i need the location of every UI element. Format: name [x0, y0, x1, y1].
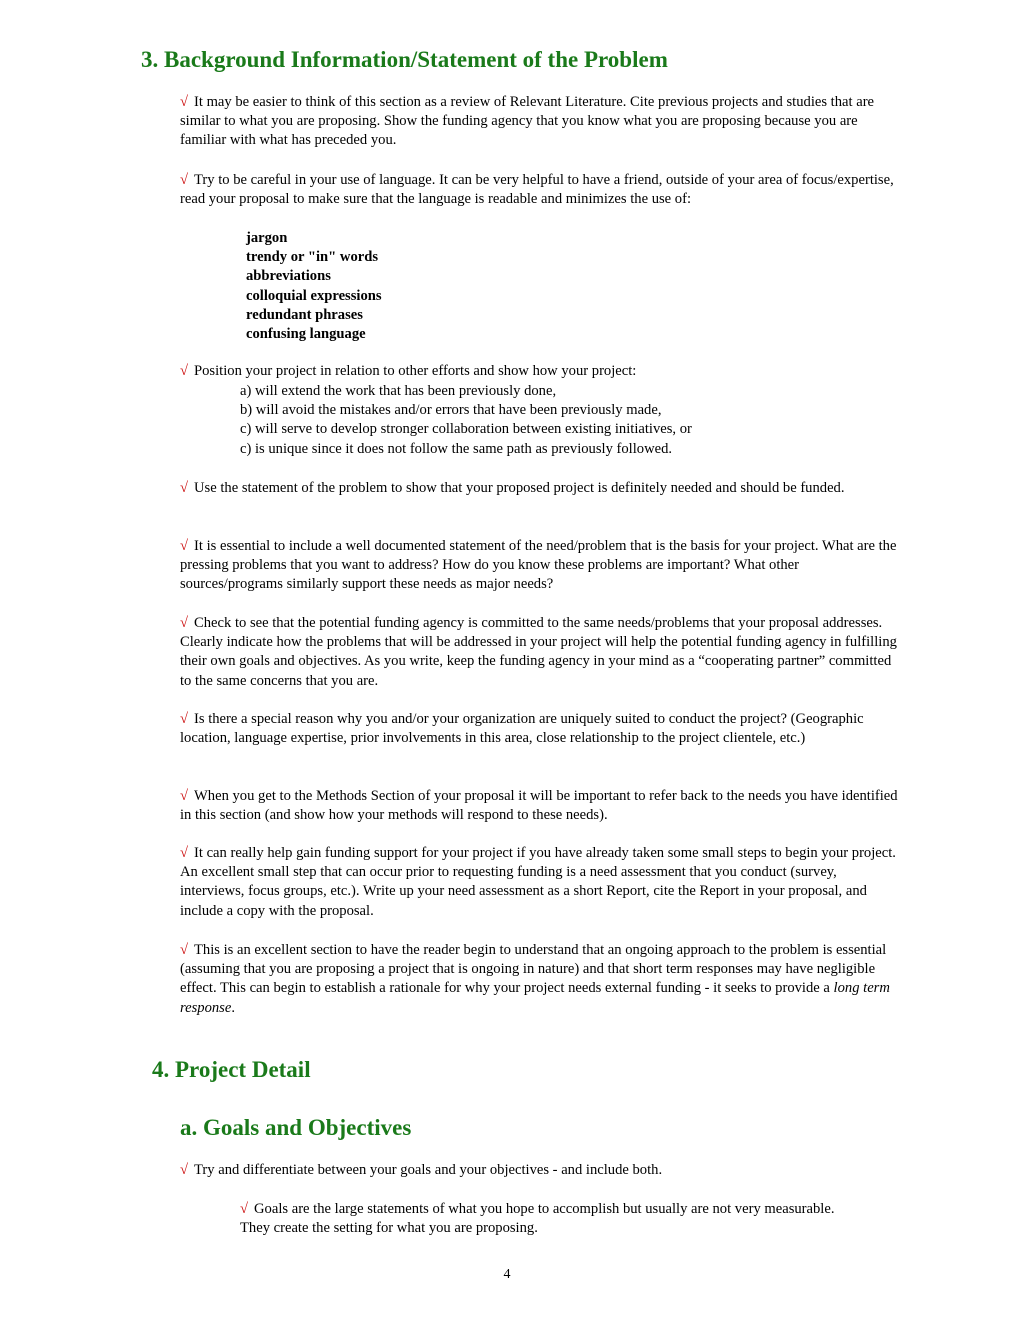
paragraph-text: It can really help gain funding support for your project if you have already taken some small steps to begin your project. An excellent small step that can occur prior to requesting funding is a need assessment that you conduct (survey, interviews, focus groups, etc.). Write up your need assessment as a short Report, cite the Report in your proposal, and include a copy with the proposal. [180, 845, 896, 919]
project-list [240, 382, 692, 459]
section-3-heading: 3. Background Information/Statement of the Problem [141, 47, 668, 72]
section-4-heading: 4. Project Detail [152, 1057, 311, 1082]
list-item: trendy or "in" words [246, 249, 379, 266]
paragraph-text: Try to be careful in your use of language. It can be very helpful to have a friend, outside of your area of focus/expertise, read your proposal to make sure that the language is readable and minimizes the use of: [180, 172, 894, 208]
page-number: 4 [503, 1267, 511, 1282]
checkmark-icon: √ [180, 615, 189, 631]
paragraph-text: Use the statement of the problem to show that your proposed project is definitely needed and should be funded. [194, 480, 845, 496]
paragraph-text: It may be easier to think of this section as a review of Relevant Literature. Cite previous projects and studies that are similar to what you are proposing. Show the funding agency that you know what you are proposing because you are familiar with what has preceded you. [180, 94, 875, 149]
paragraph-end: . [231, 999, 235, 1016]
section-3-paragraph-9 [180, 844, 900, 921]
subsection-a-paragraph-2 [240, 1200, 860, 1238]
checkmark-icon: √ [180, 845, 189, 861]
section-3-paragraph-6 [180, 614, 900, 691]
language-list [246, 229, 382, 344]
checkmark-icon: √ [180, 788, 189, 804]
checkmark-icon: √ [180, 711, 189, 727]
emphasis-text: long term response [180, 980, 890, 1016]
section-3-paragraph-2 [180, 171, 900, 209]
subsection-a-paragraph-1 [180, 1161, 900, 1180]
list-item: a) will extend the work that has been previously done, [240, 383, 557, 399]
checkmark-icon: √ [240, 1201, 249, 1217]
list-item: c) is unique since it does not follow the same path as previously followed. [240, 440, 673, 457]
checkmark-icon: √ [180, 94, 189, 110]
section-3-paragraph-3 [180, 362, 900, 381]
paragraph-text: When you get to the Methods Section of your proposal it will be important to refer back to the needs you have identified in this section (and show how your methods will respond to these needs). [180, 788, 898, 824]
list-item: c) will serve to develop stronger collaboration between existing initiatives, or [240, 421, 692, 438]
section-3-paragraph-7 [180, 710, 900, 748]
list-item: jargon [246, 230, 288, 246]
list-item: confusing language [246, 326, 366, 343]
section-3-paragraph-8 [180, 787, 902, 825]
list-item: b) will avoid the mistakes and/or errors that have been previously made, [240, 402, 662, 419]
checkmark-icon: √ [180, 480, 189, 496]
paragraph-text: Position your project in relation to other efforts and show how your project: [194, 363, 637, 379]
paragraph-text: Check to see that the potential funding agency is committed to the same needs/problems that your proposal addresses. Clearly indicate how the problems that will be addressed in your project will help the potential funding agency in fulfilling their own goals and objectives. As you write, keep the funding agency in your mind as a “cooperating partner” committed to the same concerns that you are. [180, 615, 897, 689]
paragraph-text: Goals are the large statements of what you hope to accomplish but usually are not very measurable. They create the setting for what you are proposing. [240, 1201, 835, 1237]
paragraph-text: This is an excellent section to have the reader begin to understand that an ongoing approach to the problem is essential (assuming that you are proposing a project that is ongoing in nature) and that short term responses may have negligible effect. This can begin to establish a rationale for why your project needs external funding - it seeks to provide a [180, 942, 887, 997]
section-3-paragraph-4 [180, 479, 900, 498]
list-item: colloquial expressions [246, 287, 382, 304]
paragraph-text: Is there a special reason why you and/or your organization are uniquely suited to conduct the project? (Geographic location, language expertise, prior involvements in this area, close relationship to the project clientele, etc.) [180, 711, 864, 747]
checkmark-icon: √ [180, 1162, 189, 1178]
section-3-paragraph-1 [180, 93, 900, 151]
checkmark-icon: √ [180, 363, 189, 379]
checkmark-icon: √ [180, 538, 189, 554]
paragraph-text: Try and differentiate between your goals and your objectives - and include both. [194, 1162, 663, 1178]
list-item: abbreviations [246, 268, 331, 285]
checkmark-icon: √ [180, 942, 189, 958]
subsection-a-heading: a. Goals and Objectives [180, 1115, 412, 1140]
paragraph-text: It is essential to include a well documented statement of the need/problem that is the basis for your project. What are the pressing problems that you want to address? How do you know these problems are important? What other sources/programs similarly support these needs as major needs? [180, 538, 897, 593]
section-3-paragraph-5 [180, 537, 900, 595]
list-item: redundant phrases [246, 306, 363, 323]
section-3-paragraph-10 [180, 941, 900, 1018]
checkmark-icon: √ [180, 172, 189, 188]
